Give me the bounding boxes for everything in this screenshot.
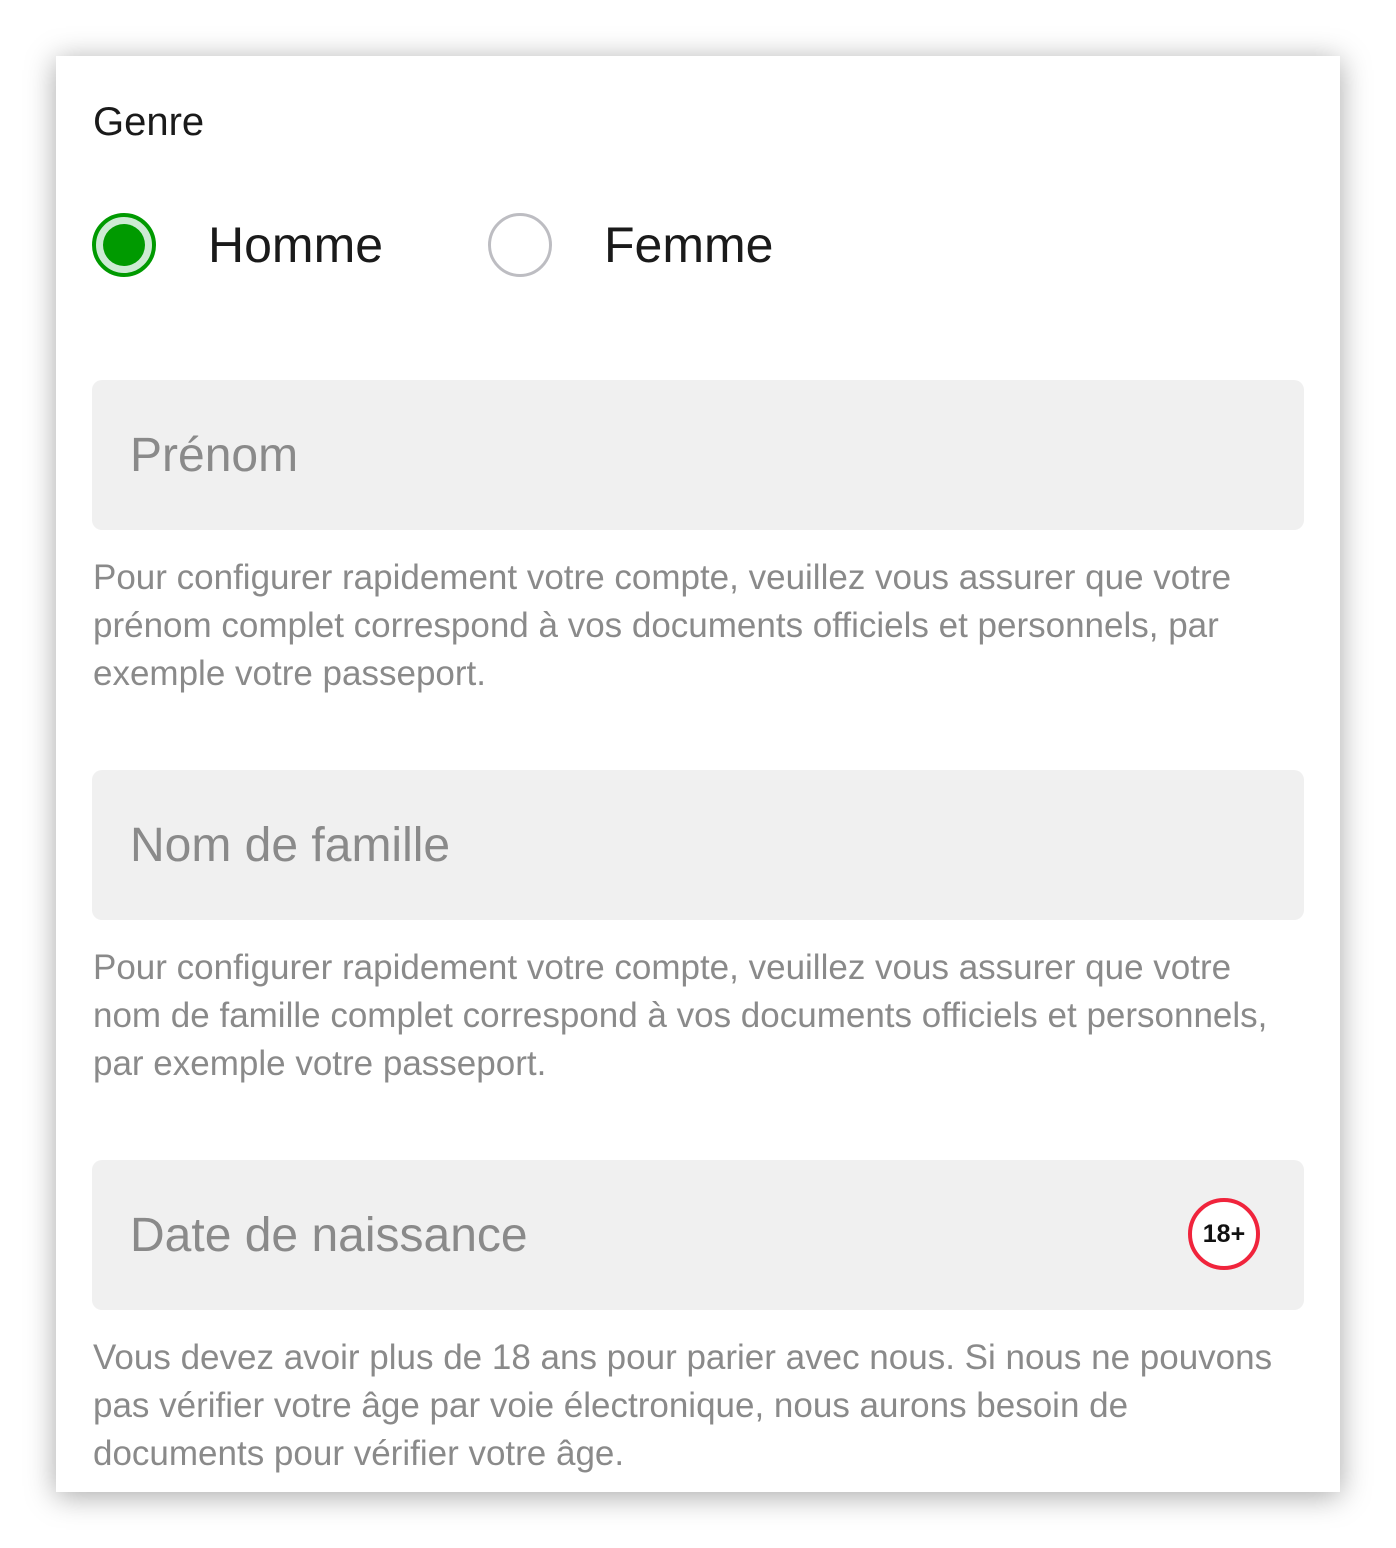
registration-form bbox=[56, 56, 1340, 1492]
radio-femme[interactable] bbox=[488, 213, 773, 277]
birth-date-help: Vous devez avoir plus de 18 ans pour parier avec nous. Si nous ne pouvons pas vérifier votre âge par voie électronique, nous aurons besoin de documents pour vérifier votre âge. bbox=[93, 1338, 1273, 1473]
radio-homme-label: Homme bbox=[208, 217, 384, 273]
radio-femme-label: Femme bbox=[604, 217, 774, 273]
radio-selected-icon[interactable] bbox=[92, 213, 156, 277]
gender-label: Genre bbox=[93, 100, 205, 144]
birth-date-placeholder: Date de naissance bbox=[130, 1208, 528, 1262]
first-name-placeholder: Prénom bbox=[130, 428, 299, 482]
age-18-plus-icon: 18+ bbox=[1188, 1198, 1260, 1270]
radio-unselected-icon[interactable] bbox=[488, 213, 552, 277]
birth-date-input[interactable] bbox=[92, 1160, 1304, 1310]
first-name-input[interactable] bbox=[92, 380, 1304, 530]
last-name-placeholder: Nom de famille bbox=[130, 818, 451, 872]
first-name-help: Pour configurer rapidement votre compte, veuillez vous assurer que votre prénom complet correspond à vos documents officiels et personnels, par exemple votre passeport. bbox=[93, 558, 1232, 693]
last-name-help: Pour configurer rapidement votre compte, veuillez vous assurer que votre nom de famille complet correspond à vos documents officiels et personnels, par exemple votre passeport. bbox=[93, 948, 1268, 1083]
radio-homme[interactable] bbox=[92, 213, 383, 277]
last-name-input[interactable] bbox=[92, 770, 1304, 920]
